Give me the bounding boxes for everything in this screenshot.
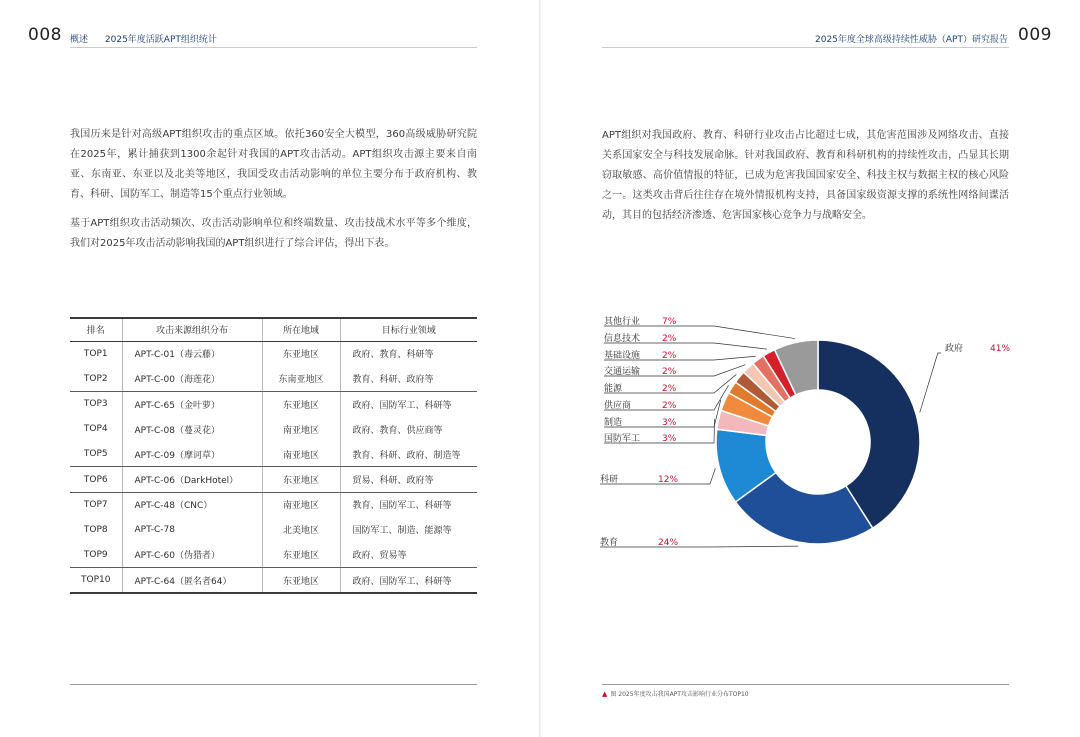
org-cell: APT-C-00（海莲花） [122, 366, 262, 391]
target-cell: 教育、国防军工、科研等 [340, 492, 477, 517]
table-row [70, 391, 477, 416]
value-label: 3% [662, 418, 677, 428]
target-cell: 政府、国防军工、科研等 [340, 391, 477, 416]
col-target-header: 目标行业领域 [340, 318, 477, 341]
category-label: 政府 [945, 344, 964, 354]
rank-cell: TOP1 [83, 348, 108, 359]
rank-cell: TOP10 [70, 568, 122, 593]
table-row [70, 467, 477, 492]
org-cell: APT-C-06（DarkHotel） [122, 467, 262, 492]
rank-cell: TOP8 [83, 524, 108, 535]
region-cell: 东亚地区 [262, 543, 340, 568]
value-label: 2% [662, 351, 677, 361]
col-rank-header: 排名 [70, 318, 122, 341]
left-footer-rule [70, 684, 477, 685]
leader-line [920, 353, 941, 412]
header-title: 2025年度活跃APT组织统计 [104, 35, 217, 45]
rank-cell: TOP7 [83, 499, 108, 510]
target-cell: 国防军工、制造、能源等 [340, 517, 477, 542]
org-cell: APT-C-65（金叶萝） [122, 391, 262, 416]
region-cell: 东亚地区 [262, 341, 340, 366]
table-header-row [70, 318, 477, 341]
value-label: 12% [658, 475, 679, 485]
value-label: 7% [662, 317, 677, 327]
table-row [70, 568, 477, 593]
rank-cell: TOP5 [70, 442, 122, 467]
target-cell: 教育、科研、政府等 [340, 366, 477, 391]
org-cell: APT-C-01（毒云藤） [122, 341, 262, 366]
right-footer-rule [602, 684, 1009, 685]
right-header-rule [602, 47, 1009, 48]
caption-text: 图 2025年度攻击我国APT攻击影响行业分布TOP10 [610, 691, 749, 698]
table-row [70, 517, 477, 542]
value-label: 41% [990, 344, 1011, 354]
table-row [70, 366, 477, 391]
region-cell: 东亚地区 [262, 391, 340, 416]
region-cell: 南亚地区 [262, 442, 340, 467]
apt-ranking-table [70, 317, 477, 594]
left-page-header [70, 32, 217, 45]
region-cell: 南亚地区 [262, 417, 340, 442]
org-cell: APT-C-78 [122, 517, 262, 542]
triangle-icon: ▲ [602, 690, 608, 698]
target-cell: 政府、教育、供应商等 [340, 417, 477, 442]
rank-cell: TOP4 [83, 424, 108, 435]
category-label: 基础设施 [604, 351, 641, 361]
category-label: 科研 [600, 475, 619, 485]
region-cell: 北美地区 [262, 517, 340, 542]
value-label: 24% [658, 538, 679, 548]
left-page-number: 008 [28, 25, 62, 45]
table-row [70, 543, 477, 568]
category-label: 供应商 [604, 401, 632, 411]
value-label: 2% [662, 384, 677, 394]
target-cell: 教育、科研、政府、制造等 [340, 442, 477, 467]
category-label: 能源 [604, 384, 623, 394]
value-label: 2% [662, 367, 677, 377]
target-cell: 政府、教育、科研等 [340, 341, 477, 366]
table-row [70, 442, 477, 467]
leader-line [600, 546, 798, 547]
rank-cell: TOP6 [70, 467, 122, 492]
category-label: 交通运输 [604, 367, 641, 377]
page-gutter [539, 0, 541, 737]
category-label: 信息技术 [604, 334, 641, 344]
value-label: 3% [662, 434, 677, 444]
category-label: 教育 [600, 538, 619, 548]
region-cell: 东亚地区 [262, 467, 340, 492]
org-cell: APT-C-60（伪猎者） [122, 543, 262, 568]
right-page-number: 009 [1018, 25, 1052, 45]
category-label: 国防军工 [604, 434, 641, 444]
region-cell: 东南亚地区 [262, 366, 340, 391]
value-label: 2% [662, 334, 677, 344]
table-row [70, 492, 477, 517]
org-cell: APT-C-08（蔓灵花） [122, 417, 262, 442]
header-section: 概述 [70, 35, 89, 45]
category-label: 制造 [604, 418, 623, 428]
value-label: 2% [662, 401, 677, 411]
region-cell: 南亚地区 [262, 492, 340, 517]
target-cell: 贸易、科研、政府等 [340, 467, 477, 492]
col-org-header: 攻击来源组织分布 [122, 318, 262, 341]
target-cell: 政府、国防军工、科研等 [340, 568, 477, 593]
rank-cell: TOP9 [70, 543, 122, 568]
figure-caption [602, 689, 749, 698]
table-row [70, 341, 477, 366]
target-cell: 政府、贸易等 [340, 543, 477, 568]
rank-cell: TOP3 [83, 399, 108, 410]
col-region-header: 所在地域 [262, 318, 340, 341]
right-page-header: 2025年度全球高级持续性威胁（APT）研究报告 [815, 35, 1008, 45]
category-label: 其他行业 [604, 317, 641, 327]
org-cell: APT-C-64（匿名者64） [122, 568, 262, 593]
intro-paragraph: 我国历来是针对高级APT组织攻击的重点区域。依托360安全大模型，360高级威胁研究院在2025年，累计捕获到1300余起针对我国的APT攻击活动。APT组织攻击源主要来自南亚、东南亚、东亚以及北美等地区，我国受攻击活动影响的单位主要分布于政府机构、教育、科研、国防军工、制造等15个重点行业领域。 [70, 129, 477, 200]
left-header-rule [70, 47, 477, 48]
rank-cell: TOP2 [70, 366, 122, 391]
table-row [70, 417, 477, 442]
analysis-paragraph: APT组织对我国政府、教育、科研行业攻击占比超过七成，其危害范围涉及网络攻击、直接关系国家安全与科技发展命脉。针对我国政府、教育和科研机构的持续性攻击，凸显其长期窃取敏感、高价值情报的特征，已成为危害我国国家安全、科技主权与数据主权的核心风险之一。这类攻击背后往往存在境外情报机构支持，具备国家级资源支撑的系统性网络间谍活动，其目的包括经济渗透、危害国家核心竞争力与战略安全。 [602, 130, 1009, 221]
industry-donut-chart [590, 310, 1030, 570]
region-cell: 东亚地区 [262, 568, 340, 593]
org-cell: APT-C-09（摩诃草） [122, 442, 262, 467]
method-paragraph: 基于APT组织攻击活动频次、攻击活动影响单位和终端数量、攻击技战术水平等多个维度，我们对2025年攻击活动影响我国的APT组织进行了综合评估，得出下表。 [70, 218, 477, 249]
org-cell: APT-C-48（CNC） [122, 492, 262, 517]
